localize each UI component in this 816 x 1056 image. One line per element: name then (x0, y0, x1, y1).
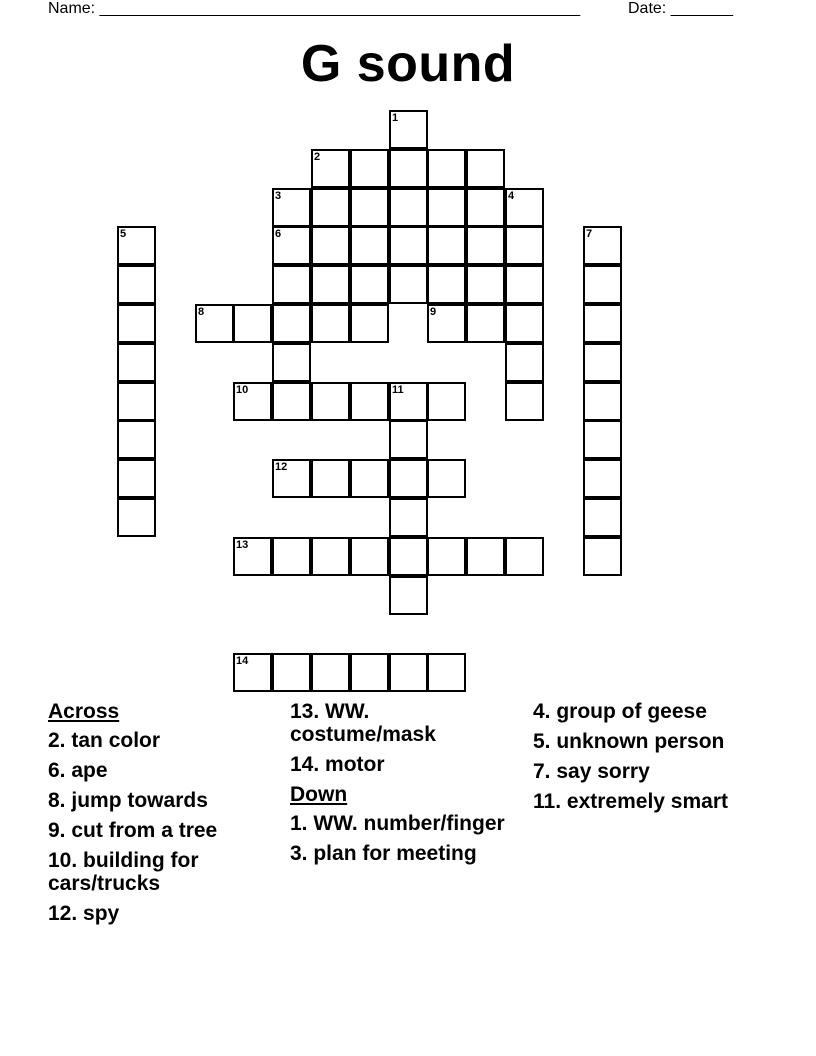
grid-cell[interactable] (350, 537, 389, 576)
clues-column-1 (48, 700, 278, 932)
grid-cell[interactable] (389, 459, 428, 498)
clues-column-2 (290, 700, 520, 872)
grid-cell[interactable] (389, 653, 428, 692)
date-field-label[interactable]: Date: _______ (628, 0, 733, 17)
grid-cell[interactable] (272, 226, 311, 265)
grid-cell[interactable] (117, 265, 156, 304)
clue-number: 14 (236, 655, 249, 667)
clue-down-5: 5. unknown person (533, 730, 725, 753)
grid-cell[interactable] (311, 382, 350, 421)
grid-cell[interactable] (389, 188, 428, 227)
grid-cell[interactable] (233, 653, 272, 692)
clue-number: 5 (120, 228, 127, 240)
grid-cell[interactable] (311, 459, 350, 498)
clue-number: 2 (314, 151, 321, 163)
grid-cell[interactable] (466, 265, 505, 304)
clue-number: 4 (508, 190, 515, 202)
grid-cell[interactable] (505, 188, 544, 227)
grid-cell[interactable] (233, 382, 272, 421)
grid-cell[interactable] (350, 459, 389, 498)
clue-number: 9 (430, 306, 437, 318)
grid-cell[interactable] (389, 226, 428, 265)
grid-cell[interactable] (272, 382, 311, 421)
grid-cell[interactable] (195, 304, 234, 343)
clue-down-4: 4. group of geese (533, 700, 707, 723)
grid-cell[interactable] (427, 382, 466, 421)
clue-number: 7 (586, 228, 593, 240)
grid-cell[interactable] (389, 576, 428, 615)
grid-cell[interactable] (350, 188, 389, 227)
grid-cell[interactable] (233, 304, 272, 343)
grid-cell[interactable] (311, 149, 350, 188)
grid-cell[interactable] (350, 382, 389, 421)
grid-cell[interactable] (389, 110, 428, 149)
grid-cell[interactable] (505, 537, 544, 576)
grid-cell[interactable] (466, 226, 505, 265)
clue-across-9: 9. cut from a tree (48, 819, 218, 842)
clue-down-7: 7. say sorry (533, 760, 650, 783)
grid-cell[interactable] (350, 653, 389, 692)
grid-cell[interactable] (505, 265, 544, 304)
down-heading: Down (290, 783, 348, 806)
grid-cell[interactable] (583, 498, 622, 537)
grid-cell[interactable] (466, 188, 505, 227)
grid-cell[interactable] (389, 420, 428, 459)
grid-cell[interactable] (350, 149, 389, 188)
grid-cell[interactable] (427, 653, 466, 692)
grid-cell[interactable] (311, 304, 350, 343)
grid-cell[interactable] (272, 343, 311, 382)
grid-cell[interactable] (505, 226, 544, 265)
grid-cell[interactable] (389, 498, 428, 537)
grid-cell[interactable] (466, 537, 505, 576)
grid-cell[interactable] (117, 382, 156, 421)
grid-cell[interactable] (505, 382, 544, 421)
clue-number: 10 (236, 384, 249, 396)
clue-across-2: 2. tan color (48, 729, 161, 752)
grid-cell[interactable] (350, 304, 389, 343)
grid-cell[interactable] (505, 304, 544, 343)
grid-cell[interactable] (389, 537, 428, 576)
grid-cell[interactable] (350, 226, 389, 265)
page-title: G sound (300, 35, 516, 93)
grid-cell[interactable] (311, 537, 350, 576)
grid-cell[interactable] (427, 459, 466, 498)
clue-across-8: 8. jump towards (48, 789, 208, 812)
grid-cell[interactable] (311, 265, 350, 304)
grid-cell[interactable] (117, 498, 156, 537)
grid-cell[interactable] (505, 343, 544, 382)
grid-cell[interactable] (427, 149, 466, 188)
grid-cell[interactable] (583, 343, 622, 382)
clue-down-3: 3. plan for meeting (290, 842, 477, 865)
grid-cell[interactable] (117, 304, 156, 343)
grid-cell[interactable] (272, 459, 311, 498)
grid-cell[interactable] (311, 226, 350, 265)
clue-number: 12 (275, 461, 288, 473)
grid-cell[interactable] (583, 304, 622, 343)
grid-cell[interactable] (389, 382, 428, 421)
grid-cell[interactable] (427, 265, 466, 304)
grid-cell[interactable] (350, 265, 389, 304)
grid-cell[interactable] (466, 149, 505, 188)
grid-cell[interactable] (427, 537, 466, 576)
clue-across-14: 14. motor (290, 753, 385, 776)
grid-cell[interactable] (117, 343, 156, 382)
grid-cell[interactable] (583, 226, 622, 265)
grid-cell[interactable] (117, 420, 156, 459)
clue-down-11: 11. extremely smart (533, 790, 728, 813)
grid-cell[interactable] (583, 537, 622, 576)
grid-cell[interactable] (117, 226, 156, 265)
grid-cell[interactable] (427, 188, 466, 227)
grid-cell[interactable] (272, 188, 311, 227)
grid-cell[interactable] (272, 265, 311, 304)
clue-number: 13 (236, 539, 249, 551)
grid-cell[interactable] (389, 149, 428, 188)
name-field-label[interactable]: Name: ______________________________________________________ (48, 0, 581, 17)
clue-across-12: 12. spy (48, 902, 120, 925)
clue-number: 8 (198, 306, 205, 318)
grid-cell[interactable] (466, 304, 505, 343)
grid-cell[interactable] (427, 304, 466, 343)
grid-cell[interactable] (272, 304, 311, 343)
grid-cell[interactable] (389, 265, 428, 304)
grid-cell[interactable] (311, 188, 350, 227)
grid-cell[interactable] (117, 459, 156, 498)
clue-across-13: 13. WW. costume/mask (290, 700, 436, 746)
clues-column-3 (533, 700, 763, 820)
grid-cell[interactable] (583, 265, 622, 304)
grid-cell[interactable] (272, 537, 311, 576)
clue-number: 6 (275, 228, 282, 240)
clue-number: 11 (392, 384, 404, 396)
clue-across-10: 10. building for cars/trucks (48, 849, 199, 895)
grid-cell[interactable] (583, 382, 622, 421)
grid-cell[interactable] (311, 653, 350, 692)
across-heading: Across (48, 700, 120, 723)
grid-cell[interactable] (583, 459, 622, 498)
clue-number: 3 (275, 190, 282, 202)
grid-cell[interactable] (233, 537, 272, 576)
clue-across-6: 6. ape (48, 759, 108, 782)
grid-cell[interactable] (583, 420, 622, 459)
clue-down-1: 1. WW. number/finger (290, 812, 505, 835)
grid-cell[interactable] (427, 226, 466, 265)
clue-number: 1 (392, 112, 399, 124)
grid-cell[interactable] (272, 653, 311, 692)
